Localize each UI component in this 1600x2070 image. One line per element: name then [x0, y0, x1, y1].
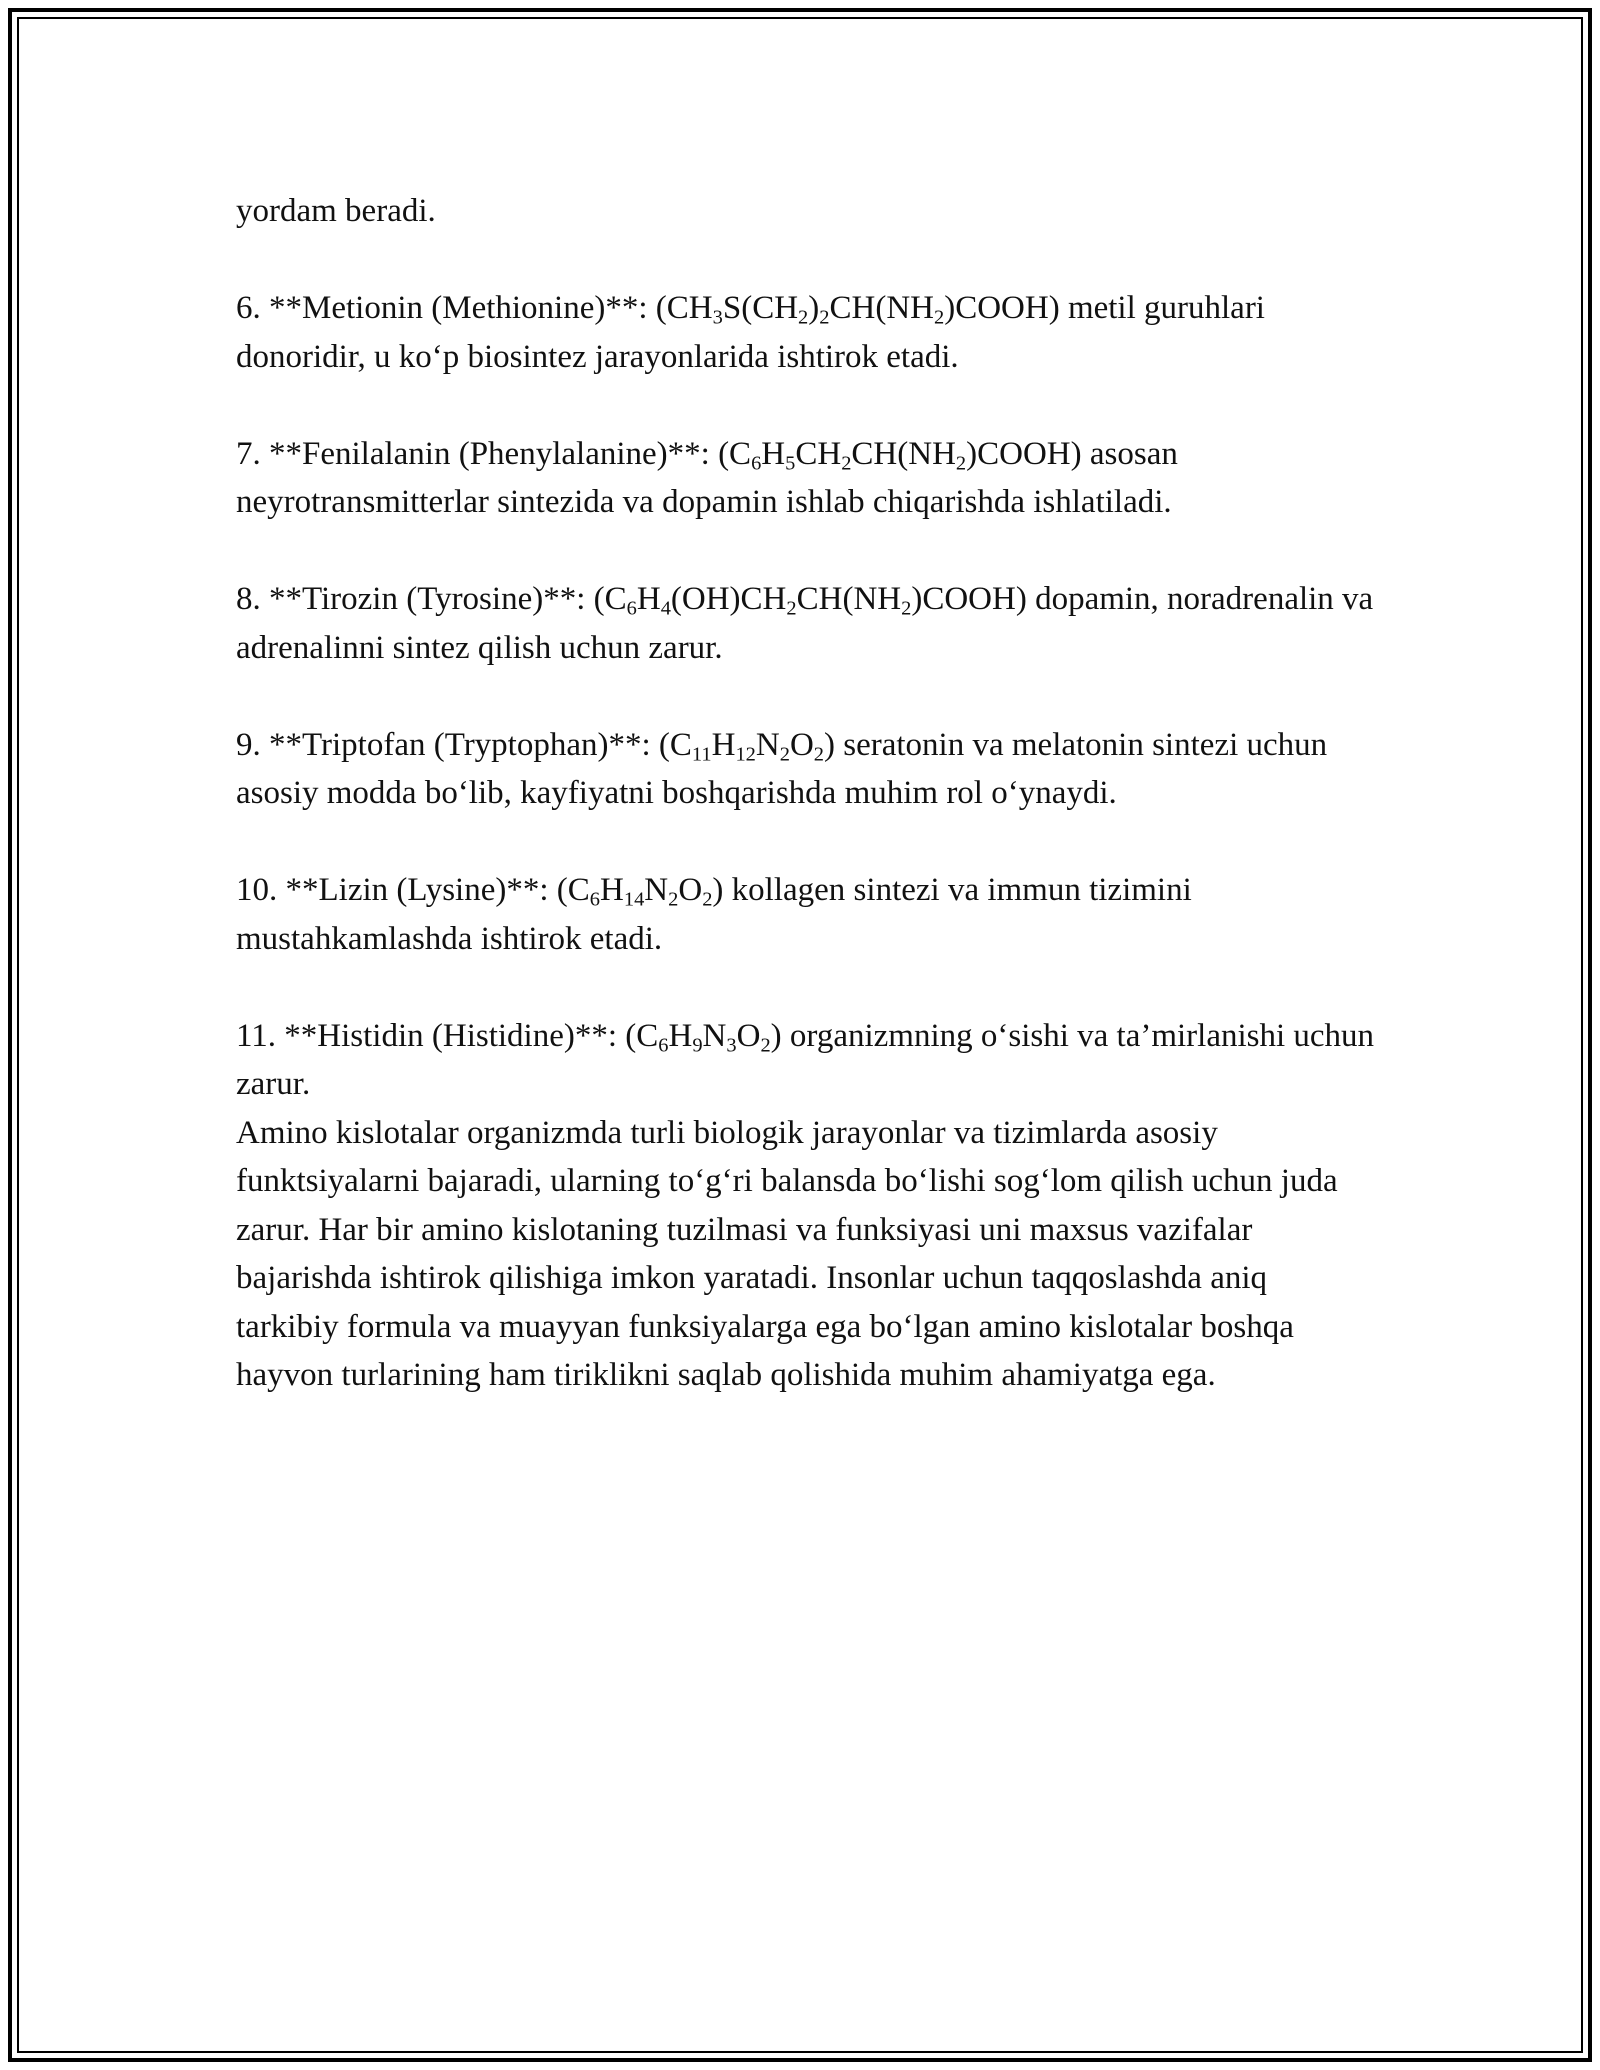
- formula-subscript: 2: [779, 743, 790, 766]
- formula-text: CH(NH: [796, 581, 902, 617]
- item-heading: 8. **Tirozin (Tyrosine)**:: [236, 581, 594, 617]
- formula-subscript: 2: [955, 452, 967, 475]
- item-description: seratonin va melatonin sintezi uchun asosiy modda bo‘lib, kayfiyatni boshqarishda muhim rol o‘ynaydi.: [236, 726, 1328, 811]
- formula-text: H: [711, 726, 736, 763]
- formula-subscript: 4: [660, 597, 671, 620]
- formula-text: (OH)CH: [670, 581, 787, 617]
- formula-text: O: [678, 872, 703, 908]
- formula-text: (C: [625, 1017, 659, 1054]
- formula-text: (C: [556, 872, 590, 908]
- formula-subscript: 5: [785, 452, 796, 475]
- formula-text: CH(NH: [829, 290, 934, 326]
- amino-acid-list: [236, 284, 1376, 1109]
- formula-text: H: [668, 1017, 693, 1054]
- item-heading: 6. **Metionin (Methionine)**:: [236, 290, 656, 326]
- formula-subscript: 2: [933, 306, 945, 329]
- amino-acid-item: [236, 430, 1376, 527]
- chemical-formula: [718, 435, 1082, 475]
- chemical-formula: [556, 872, 724, 911]
- formula-text: )COOH): [966, 435, 1082, 472]
- formula-text: H: [761, 435, 786, 472]
- formula-subscript: 9: [692, 1034, 703, 1057]
- formula-subscript: 11: [691, 743, 712, 766]
- item-description: dopamin, noradrenalin va adrenalinni sintez qilish uchun zarur.: [236, 581, 1374, 666]
- amino-acid-item: [236, 721, 1376, 818]
- formula-subscript: 2: [901, 597, 912, 620]
- formula-subscript: 6: [751, 452, 762, 475]
- formula-text: (C: [718, 435, 752, 472]
- formula-text: CH(NH: [851, 435, 956, 472]
- formula-text: ): [712, 872, 724, 908]
- formula-subscript: 2: [786, 597, 797, 620]
- formula-text: S(CH: [722, 290, 799, 326]
- formula-text: )COOH): [944, 290, 1060, 326]
- formula-text: O: [736, 1017, 761, 1054]
- formula-subscript: 14: [623, 888, 645, 911]
- chemical-formula: [655, 290, 1060, 329]
- formula-text: N: [755, 726, 780, 763]
- formula-subscript: 6: [626, 597, 637, 620]
- formula-text: CH: [795, 435, 842, 472]
- formula-subscript: 6: [589, 888, 601, 911]
- chemical-formula: [593, 581, 1027, 620]
- document-body: [236, 187, 1376, 1400]
- formula-text: )COOH): [911, 581, 1027, 617]
- item-description: metil guruhlari donoridir, u ko‘p biosintez jarayonlarida ishtirok etadi.: [236, 290, 1265, 375]
- formula-subscript: 6: [658, 1034, 669, 1057]
- item-heading: 10. **Lizin (Lysine)**:: [236, 872, 557, 908]
- formula-subscript: 3: [712, 306, 723, 329]
- formula-subscript: 2: [668, 888, 679, 911]
- item-heading: 11. **Histidin (Histidine)**:: [236, 1017, 626, 1054]
- formula-text: N: [702, 1017, 727, 1054]
- formula-text: N: [644, 872, 669, 908]
- formula-text: (C: [658, 726, 692, 763]
- formula-subscript: 2: [813, 743, 825, 766]
- formula-subscript: 2: [702, 888, 713, 911]
- formula-text: (CH: [655, 290, 713, 326]
- formula-text: H: [600, 872, 624, 908]
- formula-text: ): [824, 726, 836, 763]
- formula-subscript: 2: [798, 306, 809, 329]
- formula-text: H: [636, 581, 661, 617]
- amino-acid-item: [236, 866, 1376, 963]
- amino-acid-item: [236, 284, 1376, 381]
- formula-text: O: [789, 726, 814, 763]
- chemical-formula: [625, 1017, 782, 1057]
- amino-acid-item: [236, 1012, 1376, 1109]
- item-heading: 9. **Triptofan (Tryptophan)**:: [236, 726, 659, 763]
- formula-subscript: 2: [841, 452, 852, 475]
- formula-subscript: 3: [726, 1034, 737, 1057]
- intro-fragment: yordam beradi.: [236, 193, 436, 229]
- chemical-formula: [658, 726, 836, 766]
- formula-text: (C: [593, 581, 627, 617]
- item-description: organizmning o‘sishi va ta’mirlanishi uchun zarur.: [236, 1017, 1375, 1102]
- formula-text: ): [808, 290, 820, 326]
- conclusion-paragraph: Amino kislotalar organizmda turli biologik jarayonlar va tizimlarda asosiy funktsiyalarni bajaradi, ularning to‘g‘ri balansda bo‘lishi sog‘lom qilish uchun juda zarur. Har bir amino kislotaning tuzilmasi va funksiyasi uni maxsus vazifalar bajarishda ishtirok qilishiga imkon yaratadi. Insonlar uchun taqqoslashda aniq tarkibiy formula va muayyan funksiyalarga ega bo‘lgan amino kislotalar boshqa hayvon turlarining ham tiriklikni saqlab qolishida muhim ahamiyatga ega.: [236, 1114, 1338, 1393]
- amino-acid-item: [236, 575, 1376, 672]
- item-description: kollagen sintezi va immun tizimini mustahkamlashda ishtirok etadi.: [236, 872, 1192, 957]
- formula-subscript: 2: [760, 1034, 771, 1057]
- item-description: asosan neyrotransmitterlar sintezida va dopamin ishlab chiqarishda ishlatiladi.: [236, 435, 1178, 520]
- formula-subscript: 2: [819, 306, 830, 329]
- formula-text: ): [770, 1017, 782, 1054]
- item-heading: 7. **Fenilalanin (Phenylalanine)**:: [236, 435, 719, 472]
- formula-subscript: 12: [735, 743, 756, 766]
